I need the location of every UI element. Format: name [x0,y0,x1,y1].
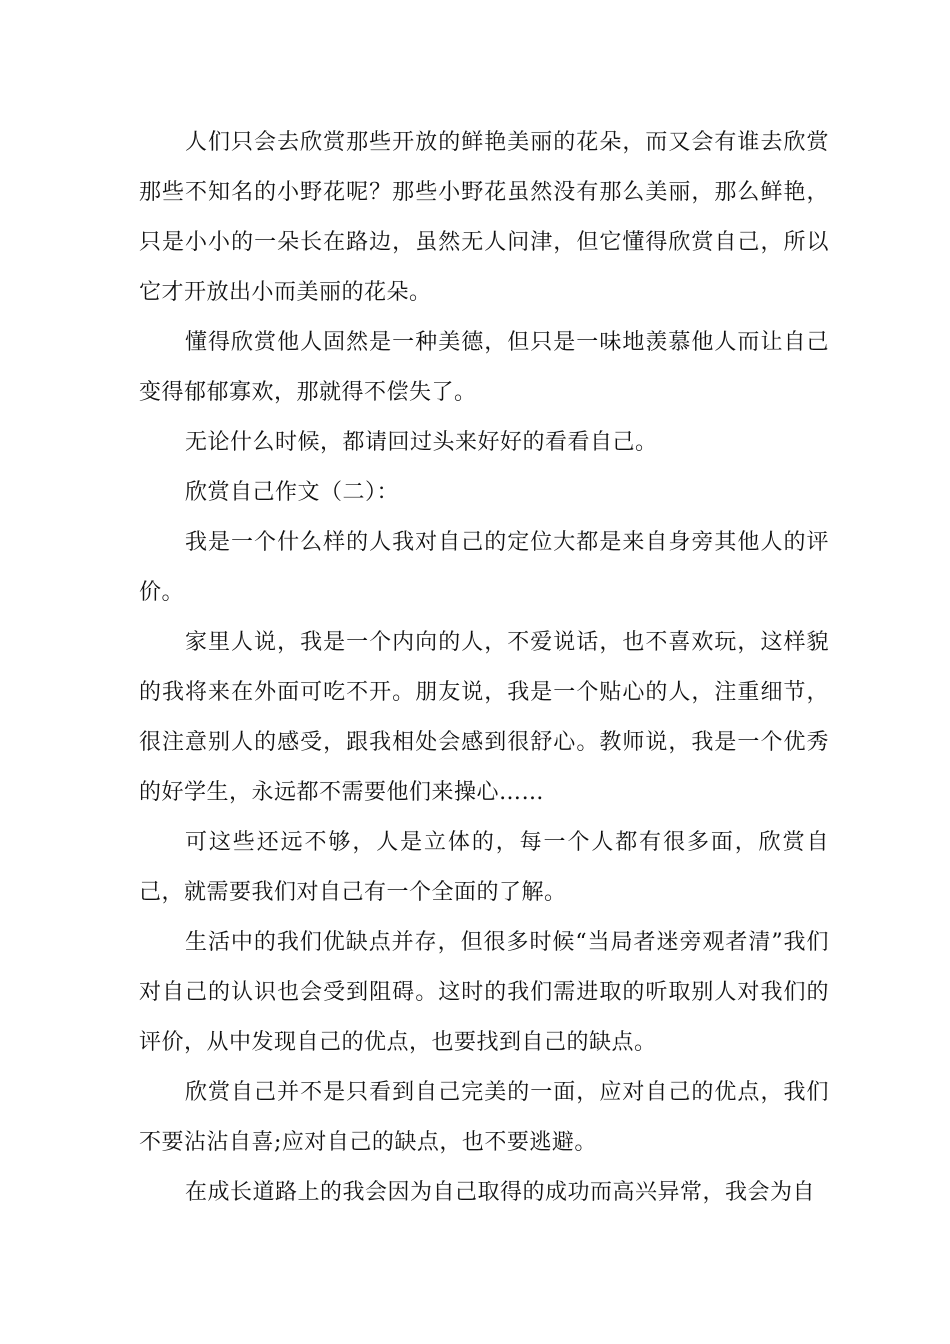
section-heading: 欣赏自己作文（二）： [185,480,400,505]
paragraph: 我是一个什么样的人我对自己的定位大都是来自身旁其他人的评价。 [139,530,829,605]
paragraph: 可这些还远不够，人是立体的，每一个人都有很多面，欣赏自己，就需要我们对自己有一个全面的了解。 [139,830,829,905]
paragraph: 人们只会去欣赏那些开放的鲜艳美丽的花朵，而又会有谁去欣赏那些不知名的小野花呢？那些小野花虽然没有那么美丽，那么鲜艳，只是小小的一朵长在路边，虽然无人问津，但它懂得欣赏自己，所以它才开放出小而美丽的花朵。 [139,130,829,305]
document-body [139,118,829,1218]
paragraph: 懂得欣赏他人固然是一种美德，但只是一味地羡慕他人而让自己变得郁郁寡欢，那就得不偿失了。 [139,330,829,405]
paragraph: 在成长道路上的我会因为自己取得的成功而高兴异常，我会为自 [185,1180,816,1205]
paragraph: 无论什么时候，都请回过头来好好的看看自己。 [185,430,658,455]
paragraph: 生活中的我们优缺点并存，但很多时候“当局者迷旁观者清”我们对自己的认识也会受到阻碍。这时的我们需进取的听取别人对我们的评价，从中发现自己的优点，也要找到自己的缺点。 [139,930,829,1055]
paragraph: 家里人说，我是一个内向的人，不爱说话，也不喜欢玩，这样貌的我将来在外面可吃不开。朋友说，我是一个贴心的人，注重细节，很注意别人的感受，跟我相处会感到很舒心。教师说，我是一个优秀的好学生，永远都不需要他们来操心…… [139,630,829,805]
paragraph: 欣赏自己并不是只看到自己完美的一面，应对自己的优点，我们不要沾沾自喜;应对自己的缺点，也不要逃避。 [139,1080,829,1155]
